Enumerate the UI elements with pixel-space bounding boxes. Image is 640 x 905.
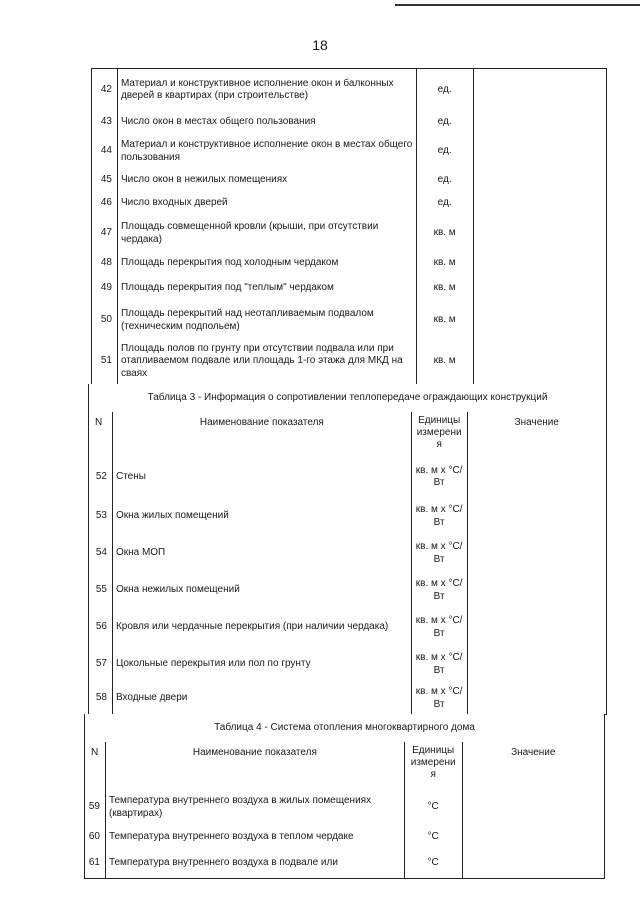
row-number: 56 (89, 609, 113, 646)
table-title-row (88, 384, 607, 413)
table-row (88, 646, 607, 684)
row-number: 51 (92, 339, 118, 384)
table-row (88, 498, 607, 536)
row-number: 47 (92, 215, 118, 252)
unit-cell: ед. (417, 134, 474, 169)
table-row (84, 789, 605, 827)
value-cell (463, 849, 604, 878)
indicator-name: Материал и конструктивное исполнение окон в местах общего пользования (118, 134, 417, 169)
indicator-name: Площадь перекрытия под холодным чердаком (118, 252, 417, 275)
value-cell (468, 456, 606, 498)
unit-cell: кв. м x °C/ Вт (412, 572, 468, 609)
unit-cell: кв. м x °C/ Вт (412, 535, 468, 572)
unit-cell: ед. (417, 69, 474, 111)
indicator-name: Входные двери (113, 683, 412, 714)
value-cell (468, 535, 606, 572)
row-number: 53 (89, 498, 113, 535)
row-number: 52 (89, 456, 113, 498)
indicator-name: Температура внутреннего воздуха в подвале или (106, 849, 405, 878)
value-cell (468, 646, 606, 683)
indicator-name: Площадь полов по грунту при отсутствии подвала или при отапливаемом подвале или площадь 1-го этажа для МКД на сваях (118, 339, 417, 384)
page-number: 18 (312, 37, 328, 53)
row-number: 50 (92, 302, 118, 339)
unit-cell: кв. м x °C/ Вт (412, 456, 468, 498)
indicator-name: Площадь перекрытий над неотапливаемым подвалом (техническим подпольем) (118, 302, 417, 339)
row-number: 42 (92, 69, 118, 111)
table-row (91, 252, 607, 276)
indicator-name: Число окон в нежилых помещениях (118, 169, 417, 192)
unit-cell: кв. м x °C/ Вт (412, 646, 468, 683)
indicator-name: Температура внутреннего воздуха в теплом чердаке (106, 826, 405, 849)
row-number: 43 (92, 111, 118, 134)
row-number: 60 (85, 826, 106, 849)
unit-cell: ед. (417, 169, 474, 192)
table-row (91, 111, 607, 135)
column-header-name: Наименование показателя (106, 742, 405, 789)
table-row (88, 609, 607, 647)
table-row (91, 302, 607, 340)
table-header-row (84, 742, 605, 790)
unit-cell: кв. м (417, 215, 474, 252)
indicator-name: Окна МОП (113, 535, 412, 572)
unit-cell: ед. (417, 111, 474, 134)
value-cell (474, 275, 606, 302)
column-header-name: Наименование показателя (113, 412, 412, 456)
indicator-name: Число окон в местах общего пользования (118, 111, 417, 134)
table-row (91, 134, 607, 170)
value-cell (468, 683, 606, 714)
row-number: 57 (89, 646, 113, 683)
indicator-name: Число входных дверей (118, 192, 417, 215)
top-rule (395, 4, 640, 6)
column-header-number: N (85, 742, 106, 789)
row-number: 61 (85, 849, 106, 878)
row-number: 44 (92, 134, 118, 169)
column-header-unit: Единицы измерени я (405, 742, 463, 789)
row-number: 55 (89, 572, 113, 609)
unit-cell: кв. м (417, 339, 474, 384)
value-cell (474, 169, 606, 192)
value-cell (474, 215, 606, 252)
unit-cell: кв. м x °C/ Вт (412, 683, 468, 714)
table-title-row (84, 714, 605, 743)
value-cell (474, 339, 606, 384)
column-header-value: Значение (511, 747, 556, 758)
row-number: 45 (92, 169, 118, 192)
unit-cell: ед. (417, 192, 474, 215)
row-number: 46 (92, 192, 118, 215)
indicator-name: Окна жилых помещений (113, 498, 412, 535)
table-row (88, 456, 607, 499)
value-cell (468, 609, 606, 646)
indicator-name: Стены (113, 456, 412, 498)
table-row (91, 192, 607, 216)
table-row (88, 572, 607, 610)
table-row (84, 849, 605, 879)
row-number: 59 (85, 789, 106, 826)
value-cell (474, 134, 606, 169)
value-cell (468, 498, 606, 535)
value-cell (468, 572, 606, 609)
column-header-value: Значение (514, 417, 559, 428)
unit-cell: кв. м (417, 275, 474, 302)
value-cell (474, 111, 606, 134)
unit-cell: кв. м (417, 252, 474, 275)
indicator-name: Температура внутреннего воздуха в жилых помещениях (квартирах) (106, 789, 405, 826)
value-cell (474, 192, 606, 215)
indicator-name: Кровля или чердачные перекрытия (при наличии чердака) (113, 609, 412, 646)
unit-cell: °C (405, 789, 463, 826)
row-number: 58 (89, 683, 113, 714)
row-number: 48 (92, 252, 118, 275)
row-number: 49 (92, 275, 118, 302)
table-title: Таблица 3 - Информация о сопротивлении теплопередаче ограждающих конструкций (147, 391, 548, 403)
unit-cell: кв. м x °C/ Вт (412, 609, 468, 646)
column-header-unit: Единицы измерени я (412, 412, 468, 456)
table-row (91, 339, 607, 385)
value-cell (474, 69, 606, 111)
table-row (91, 169, 607, 193)
indicator-name: Окна нежилых помещений (113, 572, 412, 609)
table-header-row (88, 412, 607, 457)
table-row (88, 683, 607, 715)
table-row (91, 275, 607, 303)
indicator-name: Площадь совмещенной кровли (крыши, при отсутствии чердака) (118, 215, 417, 252)
table-row (88, 535, 607, 573)
row-number: 54 (89, 535, 113, 572)
value-cell (463, 789, 604, 826)
unit-cell: °C (405, 849, 463, 878)
value-cell (474, 302, 606, 339)
table-row (91, 215, 607, 253)
table-row (84, 826, 605, 850)
value-cell (463, 826, 604, 849)
unit-cell: кв. м (417, 302, 474, 339)
column-header-number: N (89, 412, 113, 456)
indicator-name: Цокольные перекрытия или пол по грунту (113, 646, 412, 683)
indicator-name: Площадь перекрытия под "теплым" чердаком (118, 275, 417, 302)
table-title: Таблица 4 - Система отопления многоквартирного дома (214, 721, 475, 733)
unit-cell: кв. м x °C/ Вт (412, 498, 468, 535)
indicator-name: Материал и конструктивное исполнение окон и балконных дверей в квартирах (при строительстве) (118, 69, 417, 111)
table-row (91, 68, 607, 112)
value-cell (474, 252, 606, 275)
unit-cell: °C (405, 826, 463, 849)
